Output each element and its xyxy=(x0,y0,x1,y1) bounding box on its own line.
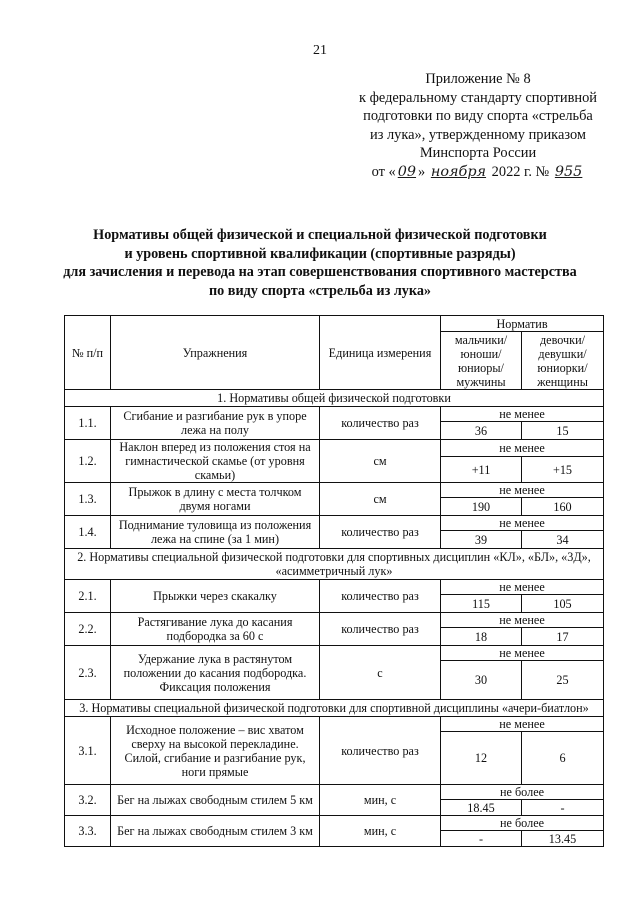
row-unit: количество раз xyxy=(320,580,441,613)
row-value-female: 105 xyxy=(522,595,604,613)
document-title xyxy=(0,226,640,300)
date-prefix: от « xyxy=(371,163,396,180)
title-line: для зачисления и перевода на этап совершенствования спортивного мастерства xyxy=(63,264,577,280)
table-row xyxy=(65,816,604,831)
row-value-female: +15 xyxy=(522,457,604,483)
handwritten-day: 09 xyxy=(397,163,417,180)
row-exercise: Бег на лыжах свободным стилем 3 км xyxy=(111,816,320,847)
row-value-male: 30 xyxy=(441,661,522,700)
order-date-line xyxy=(344,163,612,182)
row-value-female: 17 xyxy=(522,628,604,646)
row-value-male: 115 xyxy=(441,595,522,613)
row-condition: не более xyxy=(441,785,604,800)
row-number: 1.2. xyxy=(65,440,111,483)
row-number: 1.3. xyxy=(65,483,111,516)
row-value-female: 25 xyxy=(522,661,604,700)
row-value-female: 160 xyxy=(522,498,604,516)
section-header-row xyxy=(65,390,604,407)
section-title: 3. Нормативы специальной физической подготовки для спортивной дисциплины «ачери-биатлон» xyxy=(65,700,604,717)
row-value-male: 12 xyxy=(441,732,522,785)
row-condition: не менее xyxy=(441,516,604,531)
page-number: 21 xyxy=(313,43,327,58)
row-number: 2.3. xyxy=(65,646,111,700)
row-number: 3.1. xyxy=(65,717,111,785)
appendix-line: к федеральному стандарту спортивной xyxy=(358,89,597,106)
header-row xyxy=(65,316,604,332)
section-header-row xyxy=(65,549,604,580)
row-value-female: - xyxy=(522,800,604,816)
row-value-male: +11 xyxy=(441,457,522,483)
header-unit: Единица измерения xyxy=(320,316,441,390)
table-row xyxy=(65,613,604,628)
row-value-male: 190 xyxy=(441,498,522,516)
row-unit: см xyxy=(320,483,441,516)
row-value-male: 18.45 xyxy=(441,800,522,816)
header-female: девочки/ девушки/ юниорки/ женщины xyxy=(522,332,604,390)
appendix-line: подготовки по виду спорта «стрельба xyxy=(363,108,593,124)
title-line: Нормативы общей физической и специальной физической подготовки xyxy=(93,227,547,243)
header-exercise: Упражнения xyxy=(111,316,320,390)
title-line: по виду спорта «стрельба из лука» xyxy=(208,282,432,299)
table-row xyxy=(65,440,604,457)
header-norm: Норматив xyxy=(441,316,604,332)
section-title: 2. Нормативы специальной физической подготовки для спортивных дисциплин «КЛ», «БЛ», «3Д», «асимметричный лук» xyxy=(65,549,604,580)
row-number: 2.1. xyxy=(65,580,111,613)
row-condition: не менее xyxy=(441,440,604,457)
row-unit: мин, с xyxy=(320,785,441,816)
table-row xyxy=(65,580,604,595)
row-unit: см xyxy=(320,440,441,483)
row-value-female: 13.45 xyxy=(522,831,604,847)
row-value-female: 34 xyxy=(522,531,604,549)
row-condition: не менее xyxy=(441,580,604,595)
row-exercise: Исходное положение – вис хватом сверху на высокой перекладине. Силой, сгибание и разгибание рук, ноги прямые xyxy=(111,717,320,785)
row-value-male: - xyxy=(441,831,522,847)
section-title: 1. Нормативы общей физической подготовки xyxy=(65,390,604,407)
row-exercise: Бег на лыжах свободным стилем 5 км xyxy=(111,785,320,816)
table-row xyxy=(65,785,604,800)
date-mid: » xyxy=(418,163,426,180)
row-exercise: Прыжки через скакалку xyxy=(111,580,320,613)
row-exercise: Наклон вперед из положения стоя на гимнастической скамье (от уровня скамьи) xyxy=(111,440,320,483)
row-number: 1.4. xyxy=(65,516,111,549)
header-num: № п/п xyxy=(65,316,111,390)
row-unit: количество раз xyxy=(320,717,441,785)
row-number: 3.3. xyxy=(65,816,111,847)
row-value-male: 39 xyxy=(441,531,522,549)
row-unit: мин, с xyxy=(320,816,441,847)
row-value-female: 15 xyxy=(522,422,604,440)
header-male: мальчики/ юноши/ юниоры/ мужчины xyxy=(441,332,522,390)
table-row xyxy=(65,483,604,498)
row-value-male: 18 xyxy=(441,628,522,646)
row-value-female: 6 xyxy=(522,732,604,785)
table-row xyxy=(65,646,604,661)
row-exercise: Сгибание и разгибание рук в упоре лежа на полу xyxy=(111,407,320,440)
row-value-male: 36 xyxy=(441,422,522,440)
row-unit: количество раз xyxy=(320,516,441,549)
standards-table xyxy=(64,315,604,847)
appendix-line: из лука», утвержденному приказом xyxy=(370,126,586,143)
row-number: 3.2. xyxy=(65,785,111,816)
date-year: 2022 г. № xyxy=(491,163,550,180)
row-exercise: Поднимание туловища из положения лежа на спине (за 1 мин) xyxy=(111,516,320,549)
title-line: и уровень спортивной квалификации (спортивные разряды) xyxy=(124,245,516,262)
row-unit: количество раз xyxy=(320,613,441,646)
row-exercise: Растягивание лука до касания подбородка за 60 с xyxy=(111,613,320,646)
section-header-row xyxy=(65,700,604,717)
row-exercise: Удержание лука в растянутом положении до касания подбородка. Фиксация положения xyxy=(111,646,320,700)
row-condition: не более xyxy=(441,816,604,831)
appendix-block xyxy=(344,70,612,181)
row-condition: не менее xyxy=(441,613,604,628)
row-number: 1.1. xyxy=(65,407,111,440)
handwritten-month: ноября xyxy=(430,163,487,180)
row-exercise: Прыжок в длину с места толчком двумя ногами xyxy=(111,483,320,516)
row-condition: не менее xyxy=(441,407,604,422)
table-row xyxy=(65,516,604,531)
row-condition: не менее xyxy=(441,483,604,498)
table-row xyxy=(65,717,604,732)
row-condition: не менее xyxy=(441,717,604,732)
row-number: 2.2. xyxy=(65,613,111,646)
row-unit: с xyxy=(320,646,441,700)
row-condition: не менее xyxy=(441,646,604,661)
handwritten-order-number: 955 xyxy=(554,163,583,180)
row-unit: количество раз xyxy=(320,407,441,440)
table-row xyxy=(65,407,604,422)
appendix-line: Приложение № 8 xyxy=(425,71,531,87)
appendix-line: Минспорта России xyxy=(419,145,537,161)
